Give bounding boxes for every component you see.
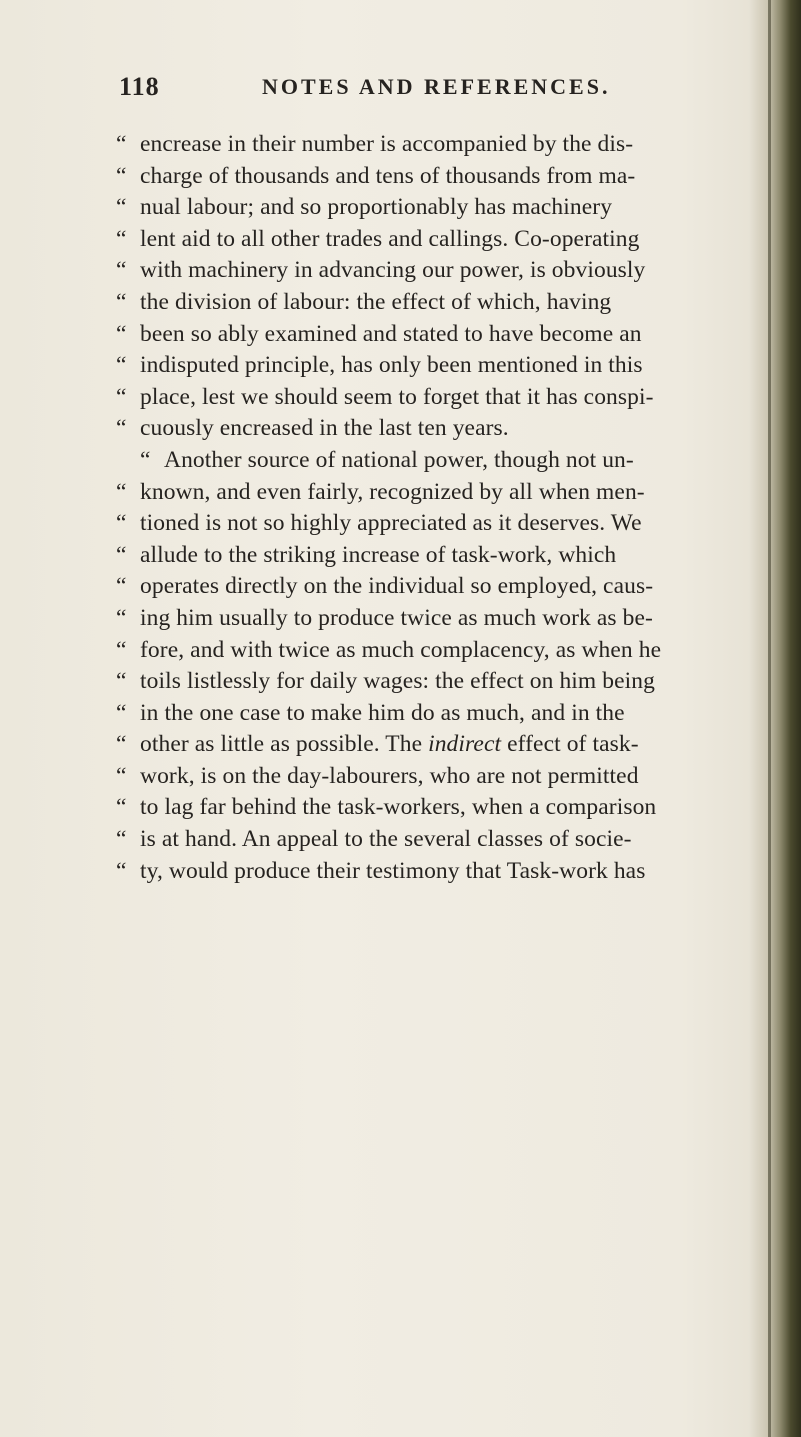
line-text-after: effect of task- bbox=[501, 731, 639, 758]
text-line bbox=[116, 129, 716, 161]
line-text: known, and even fairly, recognized by all when men- bbox=[140, 478, 645, 505]
quote-mark: “ bbox=[116, 162, 127, 189]
text-line bbox=[116, 856, 716, 888]
text-line bbox=[116, 666, 716, 698]
quote-mark: “ bbox=[116, 288, 127, 315]
quote-mark: “ bbox=[140, 446, 151, 473]
quote-mark: “ bbox=[116, 636, 127, 663]
line-text: allude to the striking increase of task-work, which bbox=[140, 541, 617, 568]
line-text: in the one case to make him do as much, and in the bbox=[140, 699, 625, 726]
text-line bbox=[116, 319, 716, 351]
quote-mark: “ bbox=[116, 604, 127, 631]
line-text: ing him usually to produce twice as much work as be- bbox=[140, 604, 653, 631]
line-text: to lag far behind the task-workers, when a comparison bbox=[140, 794, 657, 821]
text-line bbox=[116, 824, 716, 856]
text-line bbox=[116, 792, 716, 824]
line-text: operates directly on the individual so employed, caus- bbox=[140, 573, 654, 600]
text-line bbox=[116, 192, 716, 224]
line-text-before: other as little as possible. The bbox=[140, 731, 429, 758]
text-line bbox=[116, 698, 716, 730]
text-line bbox=[116, 413, 716, 445]
binding-edge bbox=[768, 0, 771, 1437]
text-line bbox=[116, 477, 716, 509]
line-text bbox=[140, 731, 639, 757]
line-text: with machinery in advancing our power, is obviously bbox=[140, 257, 646, 284]
line-text: is at hand. An appeal to the several classes of socie- bbox=[140, 826, 632, 853]
page-number: 118 bbox=[119, 72, 160, 101]
quote-mark: “ bbox=[116, 794, 127, 821]
quote-mark: “ bbox=[116, 541, 127, 568]
line-text: been so ably examined and stated to have become an bbox=[140, 320, 642, 347]
italic-word: indirect bbox=[428, 731, 502, 758]
text-line bbox=[116, 540, 716, 572]
quote-mark: “ bbox=[116, 668, 127, 695]
page-gutter-shadow bbox=[749, 0, 801, 1437]
quote-mark: “ bbox=[116, 257, 127, 284]
line-text: the division of labour: the effect of which, having bbox=[140, 288, 612, 315]
text-line bbox=[116, 761, 716, 793]
text-line bbox=[116, 382, 716, 414]
quote-mark: “ bbox=[116, 573, 127, 600]
text-line bbox=[116, 255, 716, 287]
text-line-with-italic bbox=[116, 729, 716, 761]
quote-mark: “ bbox=[116, 857, 127, 884]
quote-mark: “ bbox=[116, 510, 127, 537]
quote-mark: “ bbox=[116, 383, 127, 410]
line-text: charge of thousands and tens of thousands from ma- bbox=[140, 162, 636, 189]
line-text: Another source of national power, though not un- bbox=[164, 446, 634, 473]
quote-mark: “ bbox=[116, 320, 127, 347]
text-line bbox=[116, 508, 716, 540]
line-text: lent aid to all other trades and callings. Co-operating bbox=[140, 225, 640, 252]
quote-mark: “ bbox=[116, 478, 127, 505]
line-text: nual labour; and so proportionably has machinery bbox=[140, 194, 613, 221]
text-line bbox=[116, 161, 716, 193]
line-text: fore, and with twice as much complacency, as when he bbox=[140, 636, 662, 663]
line-text: place, lest we should seem to forget that it has conspi- bbox=[140, 383, 654, 410]
line-text: encrease in their number is accompanied by the dis- bbox=[140, 131, 634, 157]
line-text: toils listlessly for daily wages: the effect on him being bbox=[140, 668, 655, 695]
quote-mark: “ bbox=[116, 194, 127, 221]
text-line bbox=[116, 635, 716, 667]
body-text bbox=[116, 129, 716, 887]
line-text: ty, would produce their testimony that Task-work has bbox=[140, 857, 646, 884]
line-text: tioned is not so highly appreciated as it deserves. We bbox=[140, 510, 642, 537]
quote-mark: “ bbox=[116, 826, 127, 853]
text-line bbox=[116, 603, 716, 635]
quote-mark: “ bbox=[116, 731, 127, 758]
quote-mark: “ bbox=[116, 131, 127, 157]
text-line bbox=[116, 350, 716, 382]
text-line bbox=[116, 571, 716, 603]
paragraph-start-line bbox=[116, 445, 716, 477]
text-line bbox=[116, 287, 716, 319]
quote-mark: “ bbox=[116, 762, 127, 789]
line-text: indisputed principle, has only been mentioned in this bbox=[140, 352, 643, 379]
page-header bbox=[119, 72, 611, 108]
line-text: work, is on the day-labourers, who are not permitted bbox=[140, 762, 639, 789]
text-line bbox=[116, 224, 716, 256]
quote-mark: “ bbox=[116, 352, 127, 379]
running-head: NOTES AND REFERENCES. bbox=[262, 74, 611, 99]
quote-mark: “ bbox=[116, 225, 127, 252]
quote-mark: “ bbox=[116, 699, 127, 726]
quote-mark: “ bbox=[116, 415, 127, 442]
line-text: cuously encreased in the last ten years. bbox=[140, 415, 509, 442]
